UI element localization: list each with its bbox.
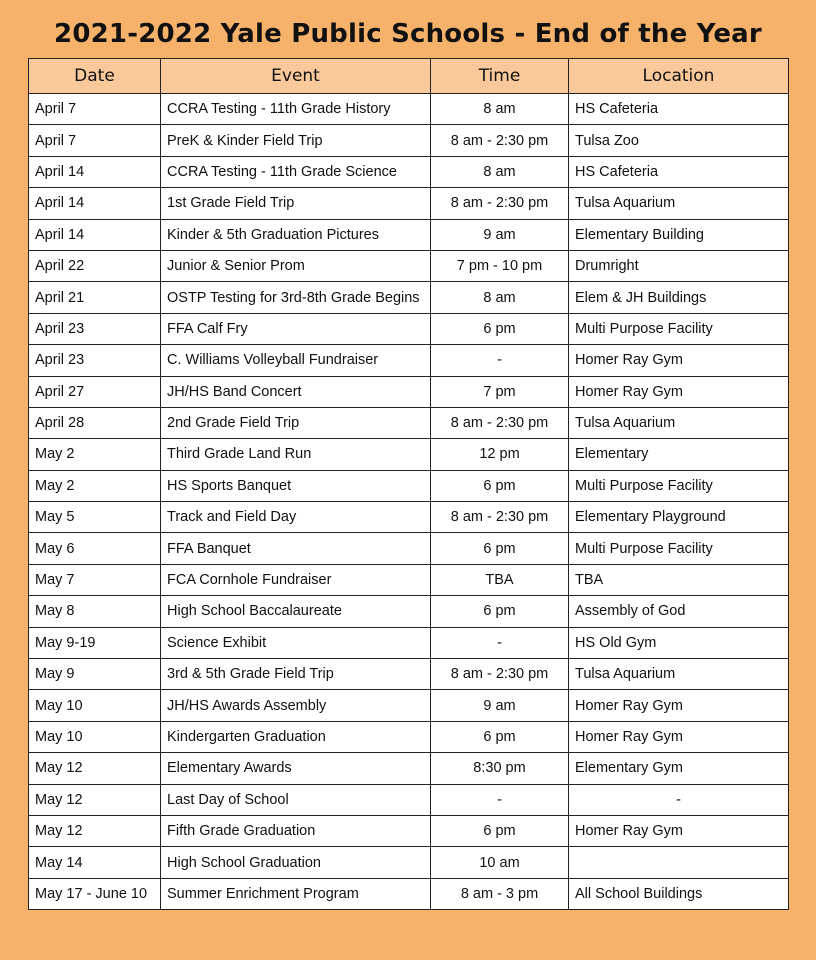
cell-time: 12 pm [431,439,569,470]
cell-location: - [569,784,789,815]
cell-date: May 6 [29,533,161,564]
cell-time: 8 am [431,282,569,313]
table-row [29,94,789,125]
cell-location: Elementary Gym [569,753,789,784]
header-event: Event [161,59,431,94]
cell-event: 2nd Grade Field Trip [161,407,431,438]
cell-event: JH/HS Band Concert [161,376,431,407]
table-row [29,753,789,784]
cell-location [569,847,789,878]
cell-time: 7 pm [431,376,569,407]
cell-location: Elementary Playground [569,502,789,533]
cell-time: 8 am - 3 pm [431,878,569,909]
cell-event: Third Grade Land Run [161,439,431,470]
cell-time: 6 pm [431,596,569,627]
cell-date: May 9 [29,659,161,690]
cell-location: Tulsa Aquarium [569,407,789,438]
cell-location: Tulsa Zoo [569,125,789,156]
cell-location: TBA [569,564,789,595]
cell-time: 7 pm - 10 pm [431,250,569,281]
cell-location: Multi Purpose Facility [569,470,789,501]
cell-date: May 10 [29,690,161,721]
page-title: 2021-2022 Yale Public Schools - End of the Year [54,19,762,49]
cell-date: April 14 [29,219,161,250]
cell-event: Kindergarten Graduation [161,721,431,752]
cell-location: Multi Purpose Facility [569,313,789,344]
cell-location: Multi Purpose Facility [569,533,789,564]
cell-date: May 12 [29,784,161,815]
cell-date: April 14 [29,188,161,219]
cell-event: Last Day of School [161,784,431,815]
table-row [29,596,789,627]
cell-time: 6 pm [431,533,569,564]
cell-date: May 2 [29,439,161,470]
table-row [29,188,789,219]
cell-date: April 27 [29,376,161,407]
cell-location: Tulsa Aquarium [569,659,789,690]
cell-date: May 14 [29,847,161,878]
cell-time: 8 am [431,156,569,187]
cell-location: HS Cafeteria [569,94,789,125]
cell-event: Elementary Awards [161,753,431,784]
table-body [29,94,789,910]
table-row [29,533,789,564]
cell-location: Homer Ray Gym [569,376,789,407]
table-row [29,156,789,187]
header-date: Date [29,59,161,94]
cell-event: Junior & Senior Prom [161,250,431,281]
cell-location: Homer Ray Gym [569,721,789,752]
cell-date: May 7 [29,564,161,595]
table-row [29,345,789,376]
cell-time: 8 am [431,94,569,125]
cell-date: April 7 [29,125,161,156]
table-row [29,815,789,846]
cell-location: Elem & JH Buildings [569,282,789,313]
cell-time: 8:30 pm [431,753,569,784]
table-row [29,313,789,344]
cell-date: May 12 [29,753,161,784]
cell-date: May 17 - June 10 [29,878,161,909]
table-row [29,376,789,407]
cell-date: May 8 [29,596,161,627]
cell-event: FFA Banquet [161,533,431,564]
cell-location: Tulsa Aquarium [569,188,789,219]
header-row [29,59,789,94]
cell-location: HS Old Gym [569,627,789,658]
cell-location: All School Buildings [569,878,789,909]
cell-date: April 23 [29,313,161,344]
cell-time: - [431,784,569,815]
cell-time: 6 pm [431,313,569,344]
table-row [29,470,789,501]
cell-event: 1st Grade Field Trip [161,188,431,219]
cell-date: April 22 [29,250,161,281]
cell-time: 9 am [431,690,569,721]
cell-time: 9 am [431,219,569,250]
cell-event: C. Williams Volleyball Fundraiser [161,345,431,376]
cell-location: Assembly of God [569,596,789,627]
cell-event: FFA Calf Fry [161,313,431,344]
cell-location: Homer Ray Gym [569,690,789,721]
table-row [29,690,789,721]
cell-time: - [431,627,569,658]
cell-time: 6 pm [431,470,569,501]
header-time: Time [431,59,569,94]
cell-event: JH/HS Awards Assembly [161,690,431,721]
cell-time: 8 am - 2:30 pm [431,502,569,533]
cell-date: May 12 [29,815,161,846]
cell-time: TBA [431,564,569,595]
cell-date: April 21 [29,282,161,313]
table-row [29,878,789,909]
cell-event: OSTP Testing for 3rd-8th Grade Begins [161,282,431,313]
cell-event: Kinder & 5th Graduation Pictures [161,219,431,250]
cell-event: High School Graduation [161,847,431,878]
table-row [29,847,789,878]
table-row [29,250,789,281]
table-row [29,564,789,595]
table-row [29,439,789,470]
cell-date: May 10 [29,721,161,752]
cell-event: Summer Enrichment Program [161,878,431,909]
cell-event: High School Baccalaureate [161,596,431,627]
cell-time: 8 am - 2:30 pm [431,407,569,438]
cell-event: FCA Cornhole Fundraiser [161,564,431,595]
cell-location: Homer Ray Gym [569,345,789,376]
table-row [29,784,789,815]
events-table [28,58,789,910]
table-row [29,627,789,658]
cell-time: 8 am - 2:30 pm [431,125,569,156]
cell-event: CCRA Testing - 11th Grade Science [161,156,431,187]
cell-time: 6 pm [431,721,569,752]
cell-time: 8 am - 2:30 pm [431,659,569,690]
table-row [29,125,789,156]
cell-location: Elementary Building [569,219,789,250]
table-row [29,502,789,533]
cell-time: 10 am [431,847,569,878]
cell-event: 3rd & 5th Grade Field Trip [161,659,431,690]
cell-date: April 23 [29,345,161,376]
cell-date: April 14 [29,156,161,187]
cell-location: Elementary [569,439,789,470]
cell-event: Science Exhibit [161,627,431,658]
cell-date: April 7 [29,94,161,125]
cell-time: 8 am - 2:30 pm [431,188,569,219]
cell-event: CCRA Testing - 11th Grade History [161,94,431,125]
cell-time: 6 pm [431,815,569,846]
cell-event: HS Sports Banquet [161,470,431,501]
header-location: Location [569,59,789,94]
cell-date: May 5 [29,502,161,533]
cell-time: - [431,345,569,376]
cell-event: Track and Field Day [161,502,431,533]
cell-event: PreK & Kinder Field Trip [161,125,431,156]
table-row [29,219,789,250]
table-row [29,282,789,313]
cell-date: May 2 [29,470,161,501]
cell-location: Homer Ray Gym [569,815,789,846]
cell-location: Drumright [569,250,789,281]
table-row [29,407,789,438]
cell-location: HS Cafeteria [569,156,789,187]
cell-event: Fifth Grade Graduation [161,815,431,846]
cell-date: April 28 [29,407,161,438]
table-row [29,721,789,752]
cell-date: May 9-19 [29,627,161,658]
table-row [29,659,789,690]
